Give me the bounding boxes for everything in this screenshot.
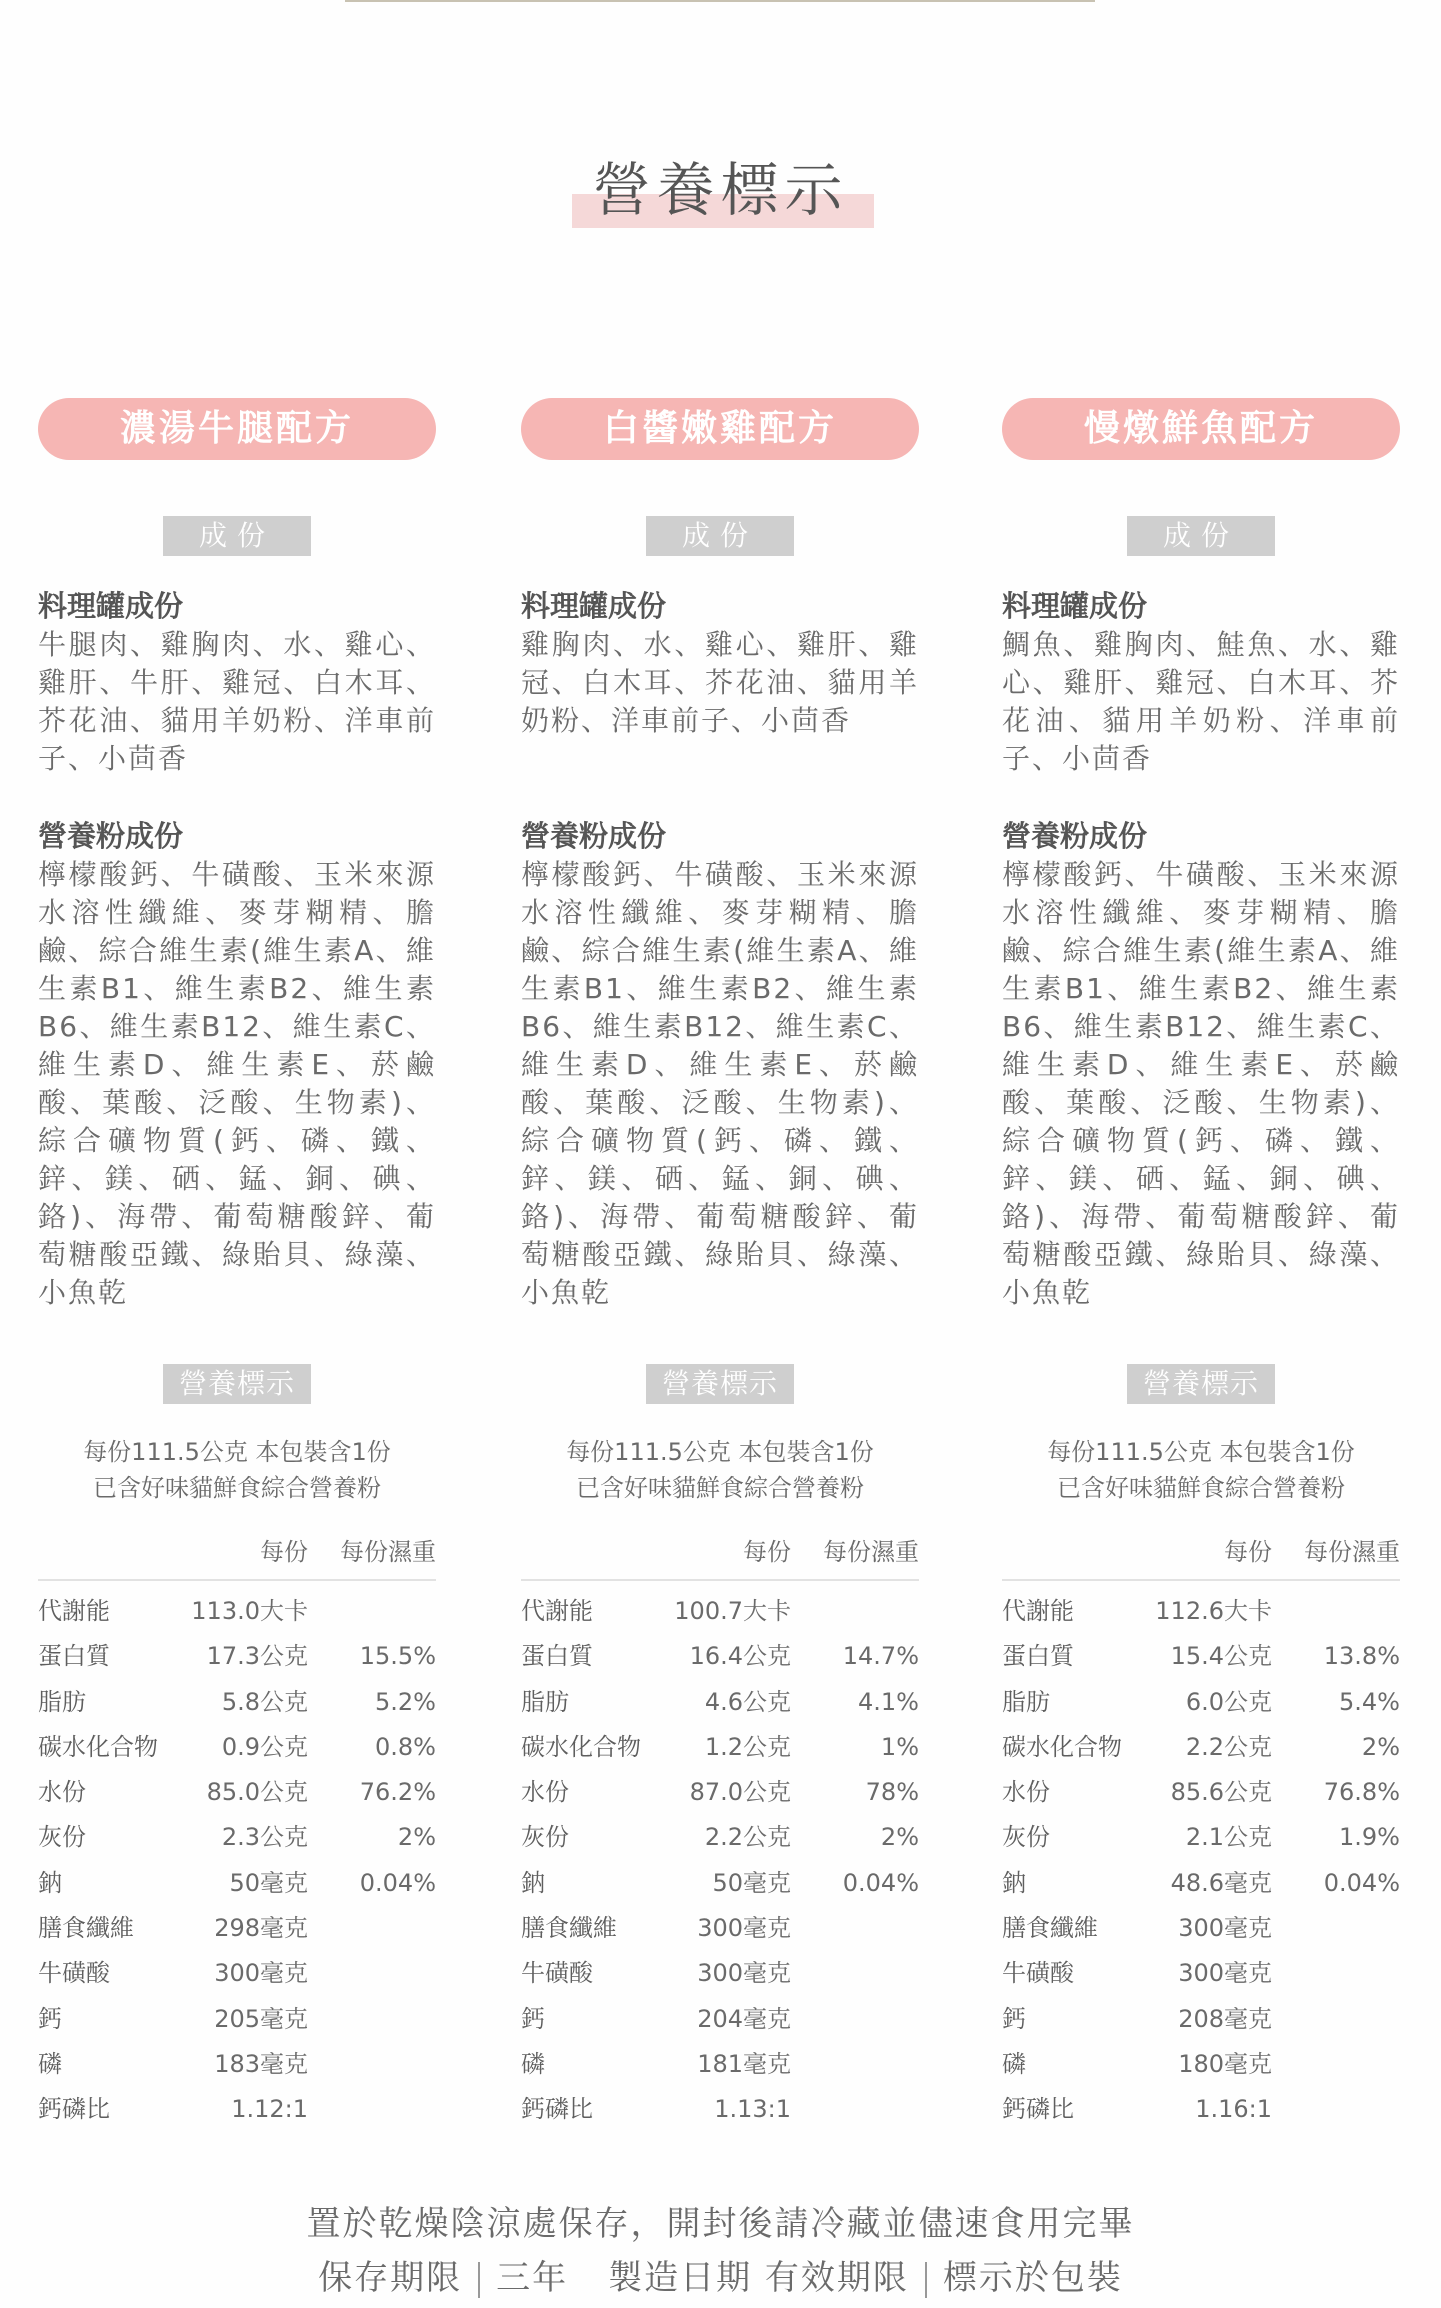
nutrient-percent — [791, 2087, 919, 2132]
nutrient-value: 2.3公克 — [221, 1823, 308, 1852]
serving-info — [38, 1434, 436, 1506]
powder-ingredients-text: 檸檬酸鈣、牛磺酸、玉米來源水溶性纖維、麥芽糊精、膽鹼、綜合維生素(維生素A、維生素B1、維生素B2、維生素B6、維生素B12、維生素C、維生素D、維生素E、菸鹼酸、葉酸、泛酸、生物素)、綜合礦物質(鈣、磷、鐵、鋅、鎂、硒、錳、銅、碘、鉻)、海帶、葡萄糖酸鋅、葡萄糖酸亞鐵、綠貽貝、綠藻、小魚乾 — [521, 858, 919, 1309]
can-ingredients-title: 料理罐成份 — [38, 589, 184, 623]
nutrient-name: 水份 — [521, 1778, 569, 1807]
nutrient-percent — [791, 1951, 919, 1996]
recipe-column-fish — [1002, 398, 1400, 2133]
nutrient-percent — [1272, 2042, 1400, 2087]
nutrition-row — [521, 2087, 919, 2132]
nutrient-percent: 0.04% — [359, 1868, 436, 1897]
nutrient-percent: 2% — [880, 1823, 919, 1852]
title-wrap — [0, 150, 1441, 230]
nutrient-percent: 0.8% — [375, 1732, 436, 1761]
serving-line-2: 已含好味貓鮮食綜合營養粉 — [576, 1474, 864, 1502]
header-per-serving: 每份 — [743, 1538, 791, 1566]
nutrient-value: 205毫克 — [214, 2004, 308, 2033]
nutrition-tag: 營養標示 — [163, 1364, 311, 1404]
header-spacer — [38, 1532, 248, 1567]
header-spacer — [521, 1532, 731, 1567]
nutrition-row — [38, 1589, 436, 1634]
nutrition-row — [1002, 1906, 1400, 1951]
nutrient-name: 鈣磷比 — [38, 2095, 110, 2124]
nutrient-percent: 0.04% — [842, 1868, 919, 1897]
nutrition-row — [521, 1815, 919, 1860]
shelf-life-info — [0, 2250, 1441, 2299]
nutrient-percent — [1272, 1997, 1400, 2042]
page-title: 營養標示 — [592, 156, 849, 224]
nutrient-value: 85.6公克 — [1170, 1778, 1272, 1807]
nutrition-row — [521, 1861, 919, 1906]
recipe-name-pill: 白醬嫩雞配方 — [521, 398, 919, 460]
header-per-serving: 每份 — [260, 1538, 308, 1566]
nutrition-row — [1002, 1951, 1400, 1996]
header-spacer — [1002, 1532, 1212, 1567]
nutrient-value: 183毫克 — [214, 2049, 308, 2078]
nutrient-value: 17.3公克 — [206, 1642, 308, 1671]
nutrient-value: 1.12:1 — [231, 2095, 308, 2124]
nutrient-percent — [308, 1997, 436, 2042]
serving-line-2: 已含好味貓鮮食綜合營養粉 — [1057, 1474, 1345, 1502]
nutrition-row — [38, 1770, 436, 1815]
nutrition-row — [521, 1951, 919, 1996]
nutrient-value: 300毫克 — [214, 1959, 308, 1988]
nutrient-value: 0.9公克 — [221, 1732, 308, 1761]
nutrient-name: 膳食纖維 — [521, 1914, 617, 1943]
nutrient-percent — [791, 2042, 919, 2087]
nutrient-name: 膳食纖維 — [38, 1914, 134, 1943]
serving-info — [521, 1434, 919, 1506]
ingredients-tag: 成份 — [163, 516, 311, 556]
nutrient-percent — [791, 1906, 919, 1951]
nutrient-name: 鈣 — [38, 2004, 62, 2033]
nutrition-row — [1002, 2042, 1400, 2087]
nutrition-row — [521, 1725, 919, 1770]
nutrition-row — [521, 1770, 919, 1815]
nutrition-tag: 營養標示 — [1127, 1364, 1275, 1404]
nutrient-percent — [791, 1997, 919, 2042]
nutrient-name: 鈣 — [1002, 2004, 1026, 2033]
nutrition-row — [38, 1906, 436, 1951]
nutrition-rows — [521, 1589, 919, 2133]
nutrient-value: 4.6公克 — [704, 1687, 791, 1716]
nutrient-name: 代謝能 — [1002, 1597, 1074, 1625]
shelf-life-value: 三年 — [496, 2258, 569, 2298]
mfg-date-label: 製造日期 有效期限 — [608, 2258, 909, 2298]
header-per-serving: 每份 — [1224, 1538, 1272, 1566]
recipe-column-beef — [38, 398, 436, 2133]
recipe-name-pill: 慢燉鮮魚配方 — [1002, 398, 1400, 460]
nutrient-value: 2.2公克 — [704, 1823, 791, 1852]
nutrient-name: 蛋白質 — [521, 1642, 593, 1671]
nutrient-name: 脂肪 — [38, 1687, 86, 1716]
nutrient-percent — [308, 2042, 436, 2087]
nutrition-row — [38, 1815, 436, 1860]
nutrient-value: 16.4公克 — [689, 1642, 791, 1671]
ingredients-tag: 成份 — [1127, 516, 1275, 556]
can-ingredients-text: 鯛魚、雞胸肉、鮭魚、水、雞心、雞肝、雞冠、白木耳、芥花油、貓用羊奶粉、洋車前子、小茴香 — [1002, 628, 1400, 775]
nutrient-value: 48.6毫克 — [1170, 1868, 1272, 1897]
nutrient-value: 50毫克 — [712, 1868, 791, 1897]
nutrient-value: 1.16:1 — [1195, 2095, 1272, 2124]
nutrient-name: 脂肪 — [1002, 1687, 1050, 1716]
nutrition-rows — [38, 1589, 436, 2133]
nutrient-value: 2.2公克 — [1185, 1732, 1272, 1761]
header-wet-weight: 每份濕重 — [823, 1538, 919, 1566]
nutrient-name: 磷 — [521, 2049, 545, 2078]
nutrient-percent — [1272, 1906, 1400, 1951]
nutrient-percent: 78% — [865, 1778, 919, 1807]
powder-ingredients-text: 檸檬酸鈣、牛磺酸、玉米來源水溶性纖維、麥芽糊精、膽鹼、綜合維生素(維生素A、維生素B1、維生素B2、維生素B6、維生素B12、維生素C、維生素D、維生素E、菸鹼酸、葉酸、泛酸、生物素)、綜合礦物質(鈣、磷、鐵、鋅、鎂、硒、錳、銅、碘、鉻)、海帶、葡萄糖酸鋅、葡萄糖酸亞鐵、綠貽貝、綠藻、小魚乾 — [38, 858, 436, 1309]
serving-info — [1002, 1434, 1400, 1506]
nutrition-row — [38, 1634, 436, 1679]
can-ingredients-title: 料理罐成份 — [1002, 589, 1148, 623]
nutrient-value: 1.2公克 — [704, 1732, 791, 1761]
mfg-date-value: 標示於包裝 — [942, 2258, 1123, 2298]
nutrient-value: 300毫克 — [697, 1959, 791, 1988]
nutrition-row — [38, 1861, 436, 1906]
nutrition-row — [38, 2042, 436, 2087]
nutrient-percent: 4.1% — [858, 1687, 919, 1716]
nutrient-name: 鈉 — [1002, 1868, 1026, 1897]
nutrient-value: 85.0公克 — [206, 1778, 308, 1807]
nutrition-row — [38, 1680, 436, 1725]
nutrition-row — [1002, 1725, 1400, 1770]
nutrient-percent: 1.9% — [1339, 1823, 1400, 1852]
nutrient-value: 300毫克 — [697, 1914, 791, 1943]
storage-note: 置於乾燥陰涼處保存，開封後請冷藏並儘速食用完畢 — [306, 2204, 1135, 2244]
nutrient-percent: 13.8% — [1323, 1642, 1400, 1671]
nutrient-value: 180毫克 — [1178, 2049, 1272, 2078]
nutrient-percent: 5.4% — [1339, 1687, 1400, 1716]
nutrient-percent: 5.2% — [375, 1687, 436, 1716]
nutrition-row — [1002, 1634, 1400, 1679]
separator — [478, 2262, 480, 2298]
nutrition-table-header — [38, 1532, 436, 1581]
nutrient-value: 100.7大卡 — [674, 1597, 791, 1625]
nutrition-row — [38, 1951, 436, 1996]
nutrient-percent — [308, 1906, 436, 1951]
nutrition-table-header — [1002, 1532, 1400, 1581]
nutrition-row — [521, 1589, 919, 1634]
serving-line-1: 每份111.5公克 本包裝含1份 — [1047, 1438, 1355, 1466]
nutrition-tag: 營養標示 — [646, 1364, 794, 1404]
nutrient-percent: 1% — [880, 1732, 919, 1761]
separator — [925, 2262, 927, 2298]
nutrition-row — [38, 1725, 436, 1770]
nutrient-percent — [791, 1589, 919, 1634]
nutrient-name: 灰份 — [38, 1823, 86, 1852]
nutrient-percent: 2% — [397, 1823, 436, 1852]
nutrient-name: 灰份 — [1002, 1823, 1050, 1852]
nutrition-row — [1002, 1997, 1400, 2042]
nutrient-name: 牛磺酸 — [1002, 1959, 1074, 1988]
nutrition-row — [38, 1997, 436, 2042]
nutrient-percent: 0.04% — [1323, 1868, 1400, 1897]
nutrient-name: 碳水化合物 — [38, 1732, 158, 1761]
header-wet-weight: 每份濕重 — [340, 1538, 436, 1566]
nutrient-percent: 76.2% — [359, 1778, 436, 1807]
nutrient-value: 208毫克 — [1178, 2004, 1272, 2033]
nutrient-name: 碳水化合物 — [521, 1732, 641, 1761]
nutrient-name: 鈉 — [38, 1868, 62, 1897]
nutrient-name: 水份 — [38, 1778, 86, 1807]
nutrition-row — [1002, 1680, 1400, 1725]
nutrient-name: 蛋白質 — [1002, 1642, 1074, 1671]
nutrient-percent — [308, 1951, 436, 1996]
nutrient-percent: 76.8% — [1323, 1778, 1400, 1807]
nutrient-name: 磷 — [38, 2049, 62, 2078]
nutrient-percent — [1272, 1589, 1400, 1634]
shelf-life-label: 保存期限 — [318, 2258, 463, 2298]
nutrient-name: 蛋白質 — [38, 1642, 110, 1671]
nutrient-percent — [1272, 1951, 1400, 1996]
nutrient-value: 2.1公克 — [1185, 1823, 1272, 1852]
can-ingredients-text: 牛腿肉、雞胸肉、水、雞心、雞肝、牛肝、雞冠、白木耳、芥花油、貓用羊奶粉、洋車前子、小茴香 — [38, 628, 436, 775]
serving-line-1: 每份111.5公克 本包裝含1份 — [566, 1438, 874, 1466]
nutrient-value: 87.0公克 — [689, 1778, 791, 1807]
can-ingredients-title: 料理罐成份 — [521, 589, 667, 623]
nutrient-name: 水份 — [1002, 1778, 1050, 1807]
header-wet-weight: 每份濕重 — [1304, 1538, 1400, 1566]
powder-ingredients-title: 營養粉成份 — [521, 819, 667, 853]
nutrition-row — [1002, 2087, 1400, 2132]
top-divider — [345, 0, 1095, 2]
serving-line-2: 已含好味貓鮮食綜合營養粉 — [93, 1474, 381, 1502]
serving-line-1: 每份111.5公克 本包裝含1份 — [83, 1438, 391, 1466]
powder-ingredients-title: 營養粉成份 — [38, 819, 184, 853]
nutrition-row — [38, 2087, 436, 2132]
nutrient-percent — [1272, 2087, 1400, 2132]
powder-ingredients-text: 檸檬酸鈣、牛磺酸、玉米來源水溶性纖維、麥芽糊精、膽鹼、綜合維生素(維生素A、維生素B1、維生素B2、維生素B6、維生素B12、維生素C、維生素D、維生素E、菸鹼酸、葉酸、泛酸、生物素)、綜合礦物質(鈣、磷、鐵、鋅、鎂、硒、錳、銅、碘、鉻)、海帶、葡萄糖酸鋅、葡萄糖酸亞鐵、綠貽貝、綠藻、小魚乾 — [1002, 858, 1400, 1309]
nutrient-percent — [308, 1589, 436, 1634]
can-ingredients-text: 雞胸肉、水、雞心、雞肝、雞冠、白木耳、芥花油、貓用羊奶粉、洋車前子、小茴香 — [521, 628, 919, 737]
nutrient-percent: 15.5% — [359, 1642, 436, 1671]
nutrient-name: 牛磺酸 — [38, 1959, 110, 1988]
nutrition-row — [521, 2042, 919, 2087]
nutrient-name: 鈣磷比 — [521, 2095, 593, 2124]
nutrient-name: 灰份 — [521, 1823, 569, 1852]
nutrient-name: 鈣磷比 — [1002, 2095, 1074, 2124]
nutrient-name: 代謝能 — [521, 1597, 593, 1625]
nutrition-table-header — [521, 1532, 919, 1581]
nutrient-value: 15.4公克 — [1170, 1642, 1272, 1671]
nutrient-value: 113.0大卡 — [191, 1597, 308, 1625]
ingredients-tag: 成份 — [646, 516, 794, 556]
nutrient-value: 300毫克 — [1178, 1959, 1272, 1988]
nutrient-name: 磷 — [1002, 2049, 1026, 2078]
nutrient-name: 鈉 — [521, 1868, 545, 1897]
nutrient-percent: 2% — [1361, 1732, 1400, 1761]
nutrient-value: 1.13:1 — [714, 2095, 791, 2124]
nutrient-value: 300毫克 — [1178, 1914, 1272, 1943]
recipe-column-chicken — [521, 398, 919, 2133]
nutrition-row — [521, 1906, 919, 1951]
nutrition-row — [521, 1634, 919, 1679]
nutrient-value: 181毫克 — [697, 2049, 791, 2078]
nutrient-value: 50毫克 — [229, 1868, 308, 1897]
nutrient-name: 碳水化合物 — [1002, 1732, 1122, 1761]
nutrient-name: 代謝能 — [38, 1597, 110, 1625]
nutrient-value: 6.0公克 — [1185, 1687, 1272, 1716]
nutrient-percent — [308, 2087, 436, 2132]
nutrient-value: 298毫克 — [214, 1914, 308, 1943]
nutrition-row — [1002, 1861, 1400, 1906]
nutrient-name: 脂肪 — [521, 1687, 569, 1716]
powder-ingredients-title: 營養粉成份 — [1002, 819, 1148, 853]
nutrition-rows — [1002, 1589, 1400, 2133]
nutrient-name: 鈣 — [521, 2004, 545, 2033]
nutrition-row — [521, 1680, 919, 1725]
nutrition-row — [1002, 1815, 1400, 1860]
nutrient-value: 112.6大卡 — [1155, 1597, 1272, 1625]
nutrient-name: 牛磺酸 — [521, 1959, 593, 1988]
nutrient-value: 204毫克 — [697, 2004, 791, 2033]
recipe-name-pill: 濃湯牛腿配方 — [38, 398, 436, 460]
nutrient-value: 5.8公克 — [221, 1687, 308, 1716]
nutrition-row — [521, 1997, 919, 2042]
nutrient-percent: 14.7% — [842, 1642, 919, 1671]
nutrient-name: 膳食纖維 — [1002, 1914, 1098, 1943]
nutrition-row — [1002, 1589, 1400, 1634]
nutrition-row — [1002, 1770, 1400, 1815]
